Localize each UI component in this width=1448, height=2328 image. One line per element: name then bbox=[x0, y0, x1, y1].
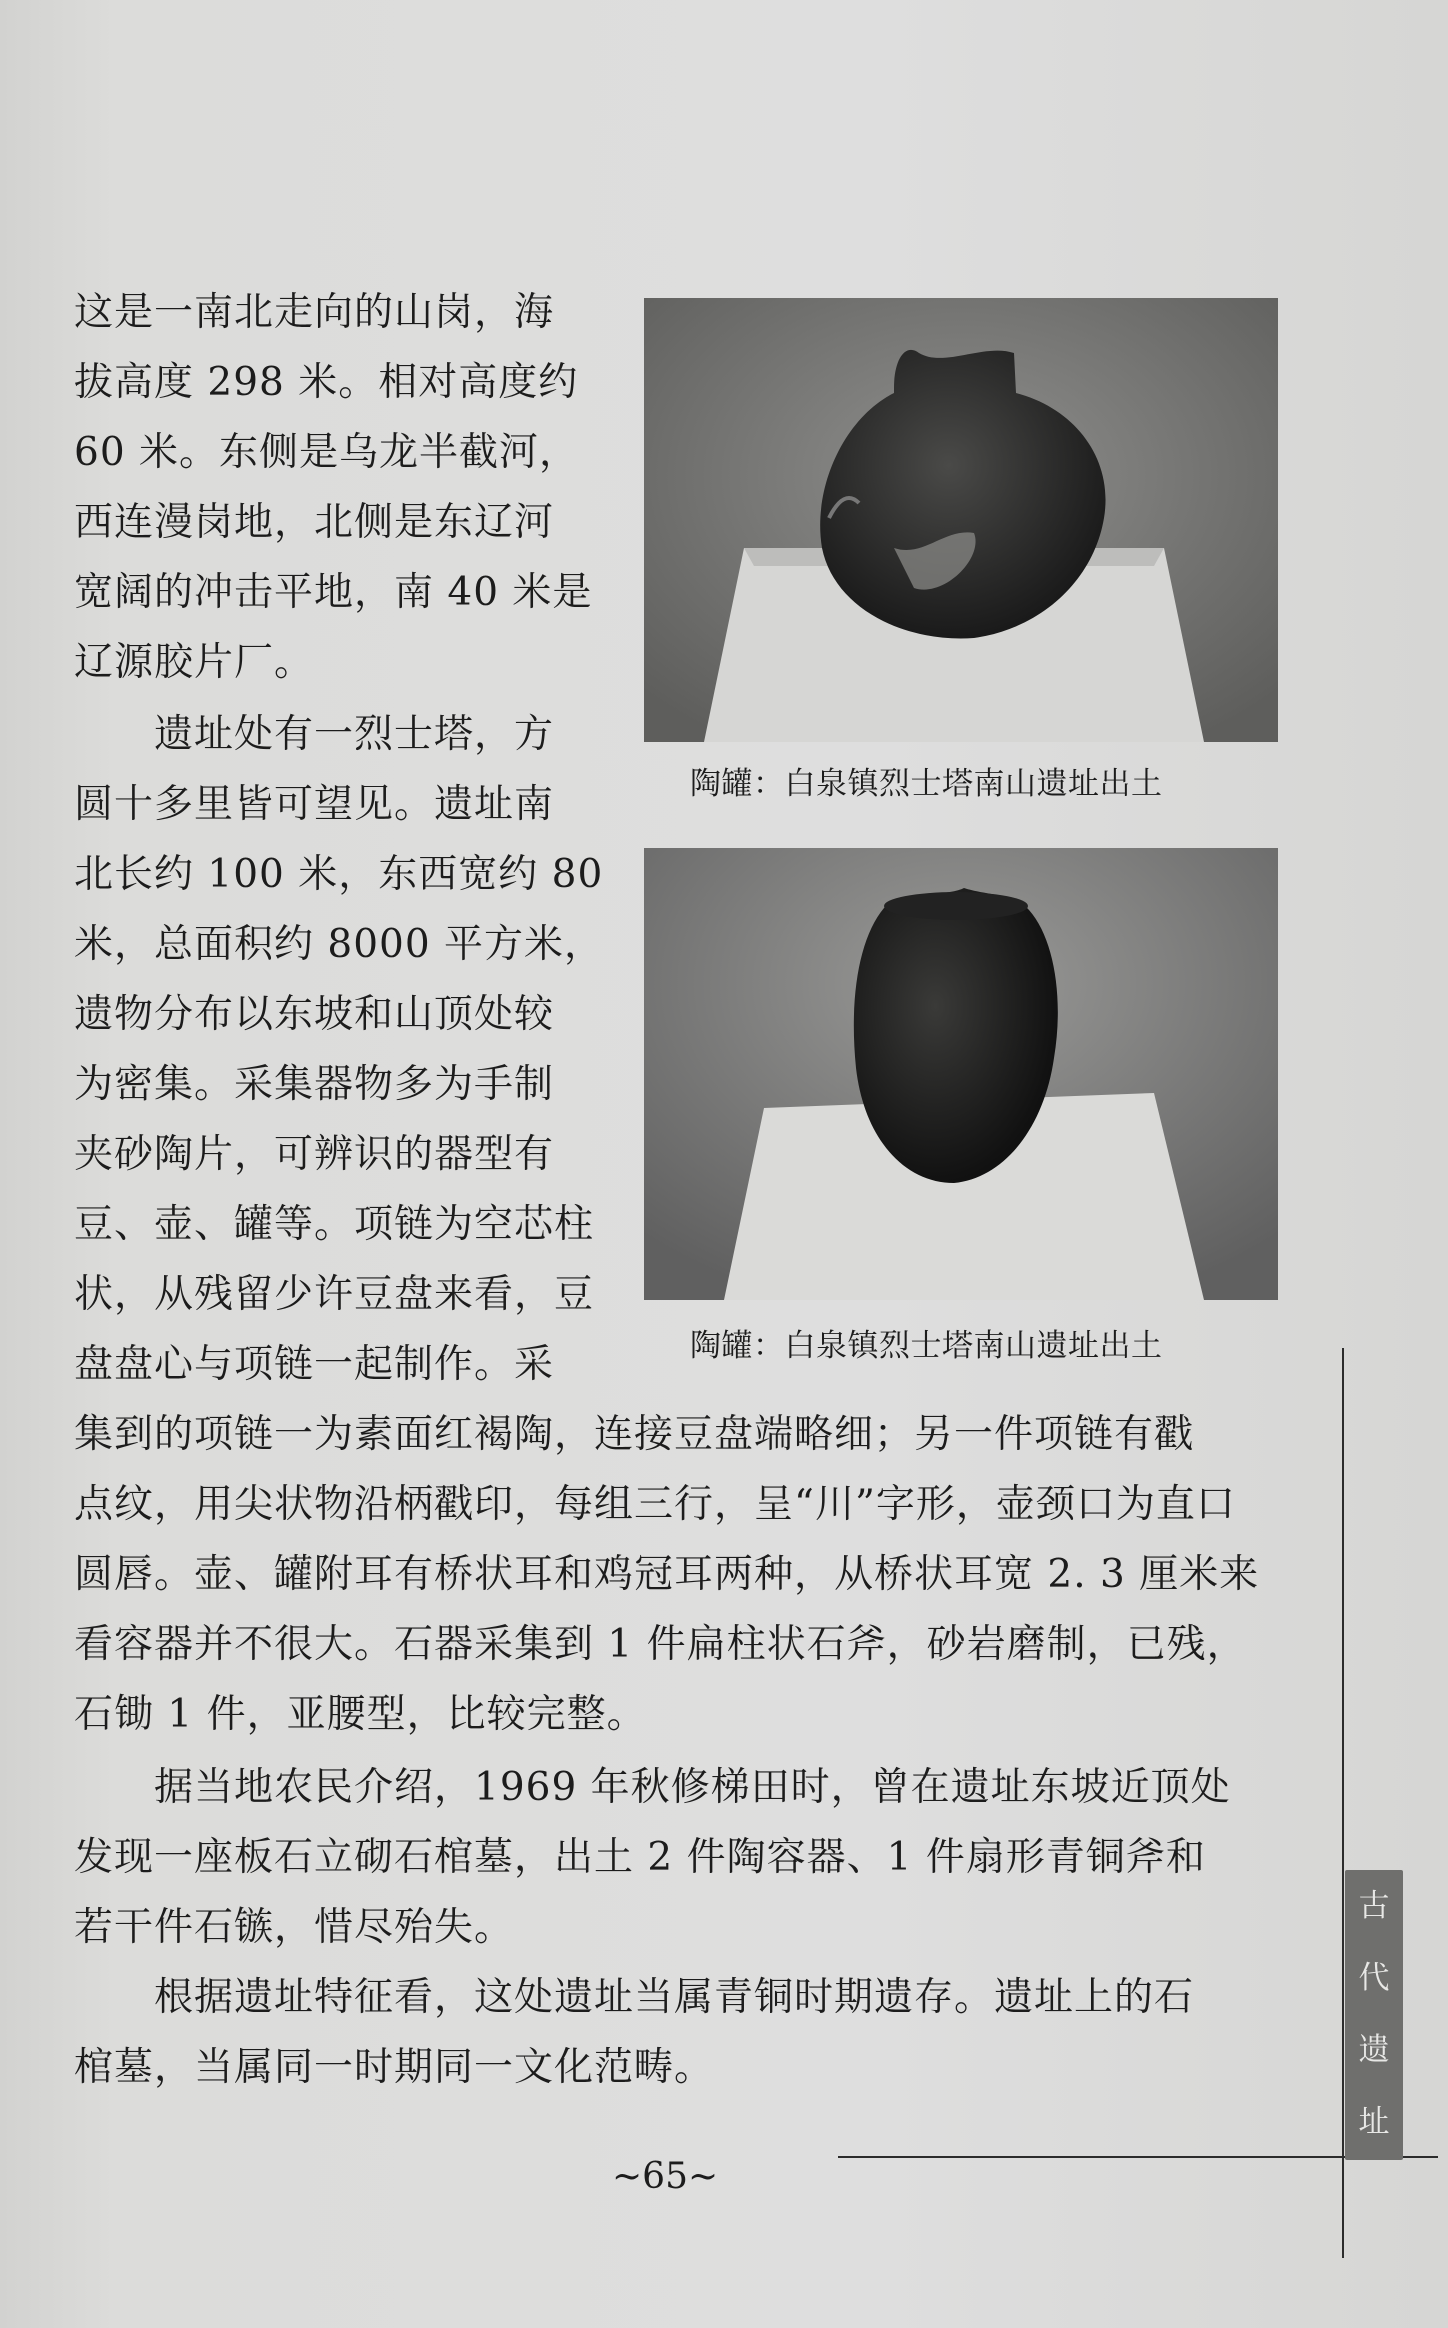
text-line: 石锄 1 件，亚腰型，比较完整。 bbox=[74, 1692, 647, 1737]
pottery-jar-illustration bbox=[644, 848, 1278, 1300]
text-line: 60 米。东侧是乌龙半截河， bbox=[74, 430, 580, 475]
text-line: 米，总面积约 8000 平方米， bbox=[74, 922, 605, 967]
text-line: 豆、壶、罐等。项链为空芯柱 bbox=[74, 1202, 595, 1247]
text-line: 集到的项链一为素面红褐陶，连接豆盘端略细；另一件项链有戳 bbox=[74, 1412, 1195, 1457]
section-tab-char: 址 bbox=[1358, 2104, 1390, 2140]
text-line: 圆唇。壶、罐附耳有桥状耳和鸡冠耳两种，从桥状耳宽 2. 3 厘米来 bbox=[74, 1552, 1260, 1597]
text-line: 北长约 100 米，东西宽约 80 bbox=[74, 852, 604, 897]
text-line: 看容器并不很大。石器采集到 1 件扁柱状石斧，砂岩磨制，已残， bbox=[74, 1622, 1247, 1667]
text-line: 辽源胶片厂。 bbox=[74, 640, 315, 685]
text-line: 为密集。采集器物多为手制 bbox=[74, 1062, 555, 1107]
text-line: 遗物分布以东坡和山顶处较 bbox=[74, 992, 555, 1037]
text-line: 拔高度 298 米。相对高度约 bbox=[74, 360, 579, 405]
text-line: 盘盘心与项链一起制作。采 bbox=[74, 1342, 555, 1387]
text-line: 圆十多里皆可望见。遗址南 bbox=[74, 782, 555, 827]
text-line: 点纹，用尖状物沿柄戳印，每组三行，呈“川”字形，壶颈口为直口 bbox=[74, 1482, 1236, 1527]
section-tab bbox=[1345, 1870, 1403, 2160]
text-line: 遗址处有一烈士塔，方 bbox=[74, 712, 555, 757]
text-line: 西连漫岗地，北侧是东辽河 bbox=[74, 500, 555, 545]
section-tab-char: 代 bbox=[1358, 1960, 1390, 1996]
text-line: 这是一南北走向的山岗，海 bbox=[74, 290, 555, 335]
photo-caption: 陶罐：白泉镇烈士塔南山遗址出土 bbox=[690, 1328, 1163, 1364]
text-line: 据当地农民介绍，1969 年秋修梯田时，曾在遗址东坡近顶处 bbox=[74, 1765, 1231, 1810]
text-line: 状，从残留少许豆盘来看，豆 bbox=[74, 1272, 595, 1317]
text-line: 发现一座板石立砌石棺墓，出土 2 件陶容器、1 件扇形青铜斧和 bbox=[74, 1835, 1206, 1880]
section-tab-char: 遗 bbox=[1358, 2032, 1390, 2068]
pottery-jar-photo bbox=[644, 848, 1278, 1300]
text-line: 宽阔的冲击平地，南 40 米是 bbox=[74, 570, 593, 615]
pottery-jar-illustration bbox=[644, 298, 1278, 742]
page-number: ~65~ bbox=[612, 2156, 719, 2197]
text-line: 棺墓，当属同一时期同一文化范畴。 bbox=[74, 2045, 715, 2090]
photo-caption: 陶罐：白泉镇烈士塔南山遗址出土 bbox=[690, 766, 1163, 802]
section-tab-char: 古 bbox=[1358, 1888, 1390, 1924]
text-line: 夹砂陶片，可辨识的器型有 bbox=[74, 1132, 555, 1177]
margin-rule bbox=[1342, 1348, 1344, 2258]
pottery-jar-photo bbox=[644, 298, 1278, 742]
text-line: 若干件石镞，惜尽殆失。 bbox=[74, 1905, 515, 1950]
text-line: 根据遗址特征看，这处遗址当属青铜时期遗存。遗址上的石 bbox=[74, 1975, 1195, 2020]
